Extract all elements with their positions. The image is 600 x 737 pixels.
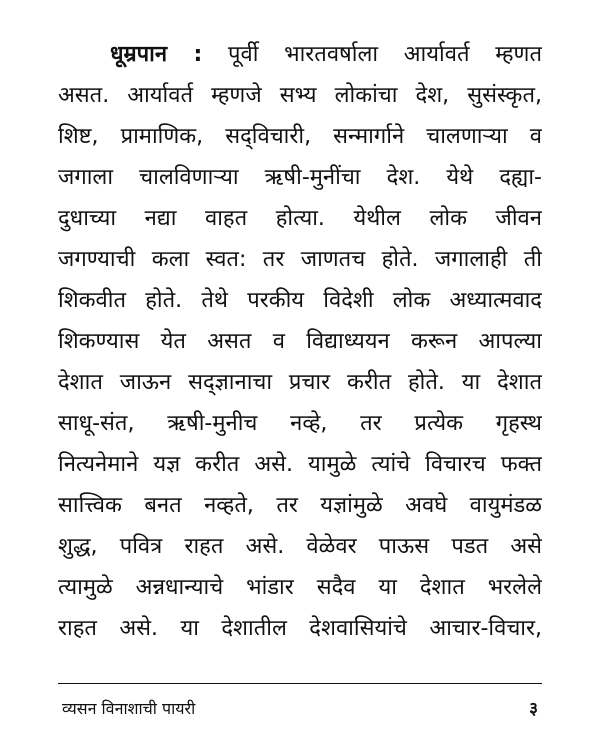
section-heading: धूम्रपान : xyxy=(110,42,203,67)
text-line-9: देशात जाऊन सद्ज्ञानाचा प्रचार करीत होते. या देशात xyxy=(58,370,542,395)
text-line-1 xyxy=(58,34,542,75)
text-line-14: त्यामुळे अन्नधान्याचे भांडार सदैव या देशात भरलेले xyxy=(58,575,542,600)
text-line-6: जगण्याची कला स्वत: तर जाणतच होते. जगालाही ती xyxy=(58,247,542,272)
text-line-10: साधू-संत, ऋषी-मुनीच नव्हे, तर प्रत्येक गृहस्थ xyxy=(58,411,542,436)
text-line-1-rest: पूर्वी भारतवर्षाला आर्यावर्त म्हणत xyxy=(227,42,542,67)
text-line-12: सात्त्विक बनत नव्हते, तर यज्ञांमुळे अवघे वायुमंडळ xyxy=(58,493,542,518)
text-line-3: शिष्ट, प्रामाणिक, सद्‌विचारी, सन्मार्गाने चालणाऱ्या व xyxy=(58,124,542,149)
text-line-15: राहत असे. या देशातील देशवासियांचे आचार-विचार, xyxy=(58,616,542,641)
page-number: ३ xyxy=(529,699,538,719)
footer-book-title: व्यसन विनाशाची पायरी xyxy=(62,699,196,718)
footer-divider xyxy=(58,683,542,684)
text-line-11: नित्यनेमाने यज्ञ करीत असे. यामुळे त्यांचे विचारच फक्त xyxy=(58,452,542,477)
text-line-8: शिकण्यास येत असत व विद्याध्ययन करून आपल्या xyxy=(58,329,542,354)
text-line-4: जगाला चालविणाऱ्या ऋषी-मुनींचा देश. येथे दह्या- xyxy=(58,165,542,190)
text-line-13: शुद्ध, पवित्र राहत असे. वेळेवर पाऊस पडत असे xyxy=(58,534,542,559)
text-line-7: शिकवीत होते. तेथे परकीय विदेशी लोक अध्यात्मवाद xyxy=(58,288,542,313)
text-line-5: दुधाच्या नद्या वाहत होत्या. येथील लोक जीवन xyxy=(58,206,542,231)
text-line-2: असत. आर्यावर्त म्हणजे सभ्य लोकांचा देश, सुसंस्कृत, xyxy=(58,83,542,108)
body-paragraph xyxy=(58,34,542,649)
